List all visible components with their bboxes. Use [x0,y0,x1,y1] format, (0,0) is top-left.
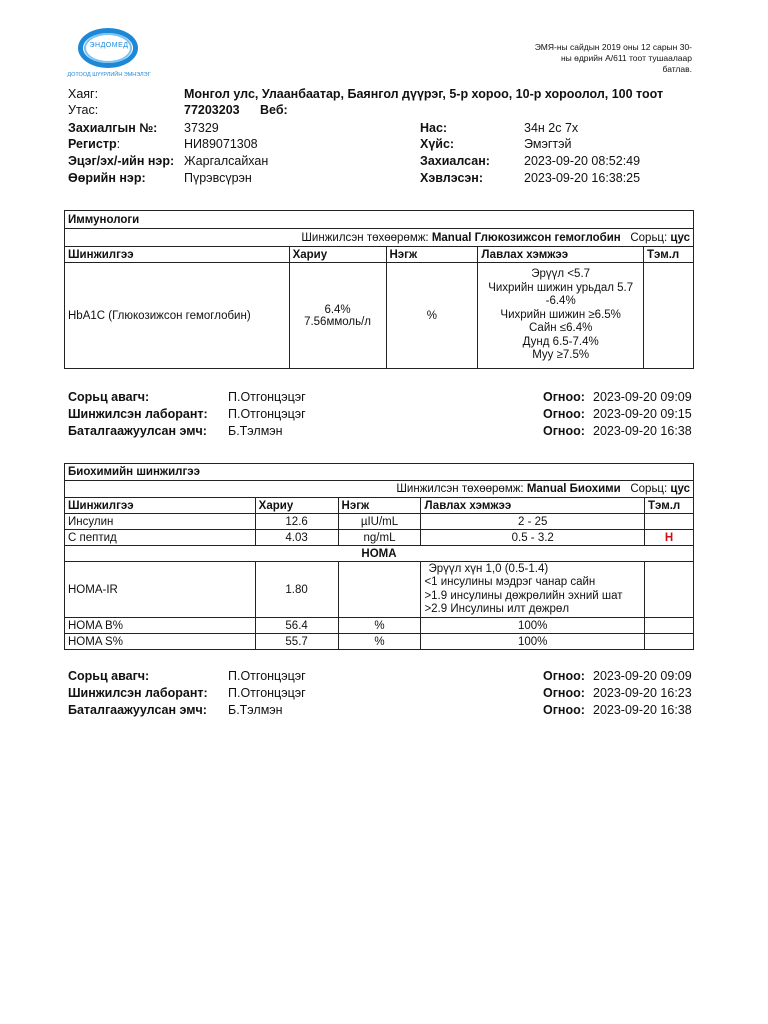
register-label: Регистр [68,137,117,151]
immunology-device-prefix: Шинжилсэн төхөөрөмж: [301,231,432,244]
parent-label: Эцэг/эх/-ийн нэр: [68,154,175,168]
order-value: 37329 [184,121,219,135]
age-value: 34н 2с 7х [524,121,579,135]
test-unit: % [338,634,421,650]
collector-time-label: Огноо: [543,669,585,683]
ordered-label: Захиалсан: [420,154,490,168]
table-row [65,263,694,369]
reference-line: Дунд 6.5-7.4% [522,335,599,348]
biochemistry-table [64,463,694,650]
test-reference: 2 - 25 [421,514,645,530]
table-row [65,562,694,618]
test-flag [645,514,694,530]
decree-note [492,42,692,75]
decree-line-2: ны өдрийн А/611 тоот тушаалаар [560,53,692,63]
register-colon: : [116,137,121,151]
test-result: 55.7 [255,634,338,650]
sex-value: Эмэгтэй [524,137,572,151]
reference-line: -6.4% [545,295,576,308]
reference-line: Эрүүл <5.7 [531,268,591,281]
clinic-logo [64,24,154,84]
reference-line: Чихрийн шижин ≥6.5% [500,308,621,321]
doctor-time-label: Огноо: [543,424,585,438]
lab-time-label: Огноо: [543,407,585,421]
test-name: HOMA B% [65,618,256,634]
table-row [65,634,694,650]
lab-label: Шинжилсэн лаборант: [68,686,208,700]
test-reference: 0.5 - 3.2 [421,530,645,546]
immunology-sample-value: цус [670,231,690,244]
table-row [65,618,694,634]
test-flag [645,634,694,650]
lab-time: 2023-09-20 16:23 [593,686,692,700]
register-value: НИ89071308 [184,137,258,151]
test-reference: 100% [421,634,645,650]
doctor-time: 2023-09-20 16:38 [593,424,692,438]
logo-name: ЭНДОМЕД [89,42,129,49]
test-unit: ng/mL [338,530,421,546]
address-label: Хаяг: [68,87,99,101]
homa-section-row [65,546,694,562]
test-reference [421,562,645,618]
collector-label: Сорьц авагч: [68,390,150,404]
reference-line: Сайн ≤6.4% [529,322,593,335]
test-flag [645,618,694,634]
immunology-device-row [65,229,694,247]
column-header-test: Шинжилгээ [65,498,256,514]
biochemistry-header-row [65,498,694,514]
name-value: Пүрэвсүрэн [184,171,252,185]
lab-label: Шинжилсэн лаборант: [68,407,208,421]
collector-label: Сорьц авагч: [68,669,150,683]
test-result [289,263,386,369]
lab-time-label: Огноо: [543,686,585,700]
column-header-flag: Тэм.л [644,247,694,263]
biochemistry-title-row [65,464,694,481]
collector-value: П.Отгонцэцэг [228,669,306,683]
column-header-reference: Лавлах хэмжээ [478,247,644,263]
address-value: Монгол улс, Улаанбаатар, Баянгол дүүрэг, 5-р хороо, 10-р хороолол, 100 тоот [184,87,664,101]
doctor-time: 2023-09-20 16:38 [593,703,692,717]
reference-line: >2.9 Инсулины илт дөжрөл [424,603,570,615]
column-header-result: Хариу [255,498,338,514]
web-label: Веб: [260,103,288,117]
immunology-device-value: Manual Глюкозижсон гемоглобин [431,231,621,244]
register-label-wrap [68,136,120,153]
collector-time: 2023-09-20 09:09 [593,669,692,683]
collector-time: 2023-09-20 09:09 [593,390,692,404]
collector-time-label: Огноо: [543,390,585,404]
immunology-sample-prefix: Сорьц: [630,231,671,244]
lab-time: 2023-09-20 09:15 [593,407,692,421]
test-unit [338,562,421,618]
test-reference: 100% [421,618,645,634]
lab-value: П.Отгонцэцэг [228,407,306,421]
test-result-line-1: 6.4% [324,303,351,316]
test-name: HbA1C (Глюкозижсон гемоглобин) [65,263,290,369]
biochemistry-title: Биохимийн шинжилгээ [65,464,694,481]
doctor-value: Б.Тэлмэн [228,424,283,438]
doctor-time-label: Огноо: [543,703,585,717]
biochemistry-device-value: Manual Биохими [526,483,621,495]
reference-line: <1 инсулины мэдрэг чанар сайн [424,576,596,588]
immunology-table [64,210,694,369]
test-reference [478,263,644,369]
printed-label: Хэвлэсэн: [420,171,484,185]
collector-value: П.Отгонцэцэг [228,390,306,404]
table-row [65,530,694,546]
test-result: 12.6 [255,514,338,530]
biochemistry-device-row [65,481,694,498]
test-name: HOMA S% [65,634,256,650]
doctor-label: Баталгаажуулсан эмч: [68,424,207,438]
test-result: 1.80 [255,562,338,618]
test-unit: µIU/mL [338,514,421,530]
biochemistry-device [65,481,694,498]
table-row [65,514,694,530]
test-flag: Н [645,530,694,546]
name-label: Өөрийн нэр: [68,171,146,185]
column-header-unit: Нэгж [338,498,421,514]
ordered-value: 2023-09-20 08:52:49 [524,154,641,168]
sex-label: Хүйс: [420,137,455,151]
test-flag [644,263,694,369]
test-flag [645,562,694,618]
doctor-value: Б.Тэлмэн [228,703,283,717]
biochemistry-device-prefix: Шинжилсэн төхөөрөмж: [396,483,527,495]
test-name: Инсулин [65,514,256,530]
logo-subtitle: ДОТООД ШҮҮРЛИЙН ЭМНЭЛЭГ [67,72,151,78]
reference-line: Чихрийн шижин урьдал 5.7 [488,281,634,294]
immunology-header-row [65,247,694,263]
reference-line: Эрүүл хүн 1,0 (0.5-1.4) [428,562,549,575]
column-header-result: Хариу [289,247,386,263]
phone-label: Утас: [68,103,99,117]
test-name: C пептид [65,530,256,546]
test-unit: % [386,263,478,369]
order-label: Захиалгын №: [68,121,158,135]
test-result-line-2: 7.56ммоль/л [304,315,372,328]
test-name: HOMA-IR [65,562,256,618]
column-header-reference: Лавлах хэмжээ [421,498,645,514]
column-header-flag: Тэм.л [645,498,694,514]
phone-value: 77203203 [184,103,240,117]
homa-section-title: HOMA [65,546,694,562]
biochemistry-sample-prefix: Сорьц: [630,483,671,495]
biochemistry-sample-value: цус [670,483,690,495]
column-header-unit: Нэгж [386,247,478,263]
immunology-title-row [65,211,694,229]
reference-line: >1.9 инсулины дөжрөлийн эхний шат [424,589,623,602]
decree-line-3: батлав. [662,64,692,74]
printed-value: 2023-09-20 16:38:25 [524,171,641,185]
reference-line: Муу ≥7.5% [532,349,590,362]
age-label: Нас: [420,121,448,135]
lab-value: П.Отгонцэцэг [228,686,306,700]
immunology-device [65,229,694,247]
parent-value: Жаргалсайхан [184,154,269,168]
test-unit: % [338,618,421,634]
test-result: 56.4 [255,618,338,634]
doctor-label: Баталгаажуулсан эмч: [68,703,207,717]
decree-line-1: ЭМЯ-ны сайдын 2019 оны 12 сарын 30- [534,42,692,52]
immunology-title: Иммунологи [65,211,694,229]
column-header-test: Шинжилгээ [65,247,290,263]
test-result: 4.03 [255,530,338,546]
